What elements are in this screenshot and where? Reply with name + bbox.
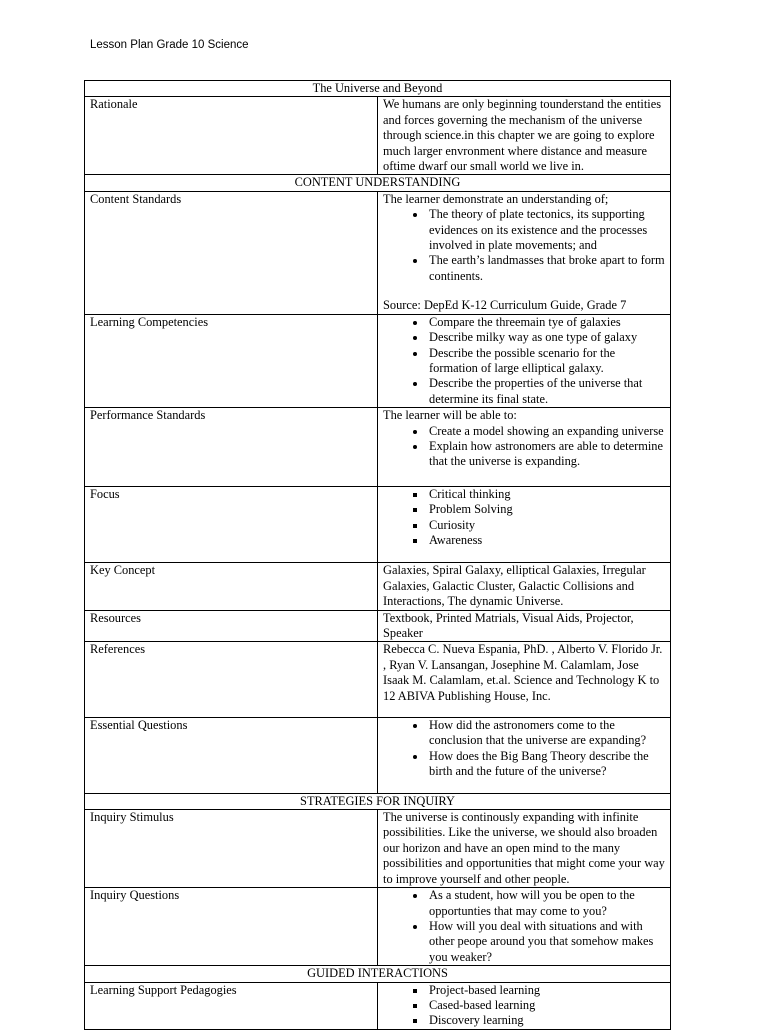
list-item: • The earth’s landmasses that broke apart to form continents. (427, 253, 665, 284)
performance-standards-label: Performance Standards (85, 408, 378, 487)
list-item: ▪ Critical thinking (427, 487, 665, 502)
list-item: • How did the astronomers come to the conclusion that the universe are expanding? (427, 718, 665, 749)
learning-competencies-row (85, 314, 671, 407)
content-standards-intro: The learner demonstrate an understanding of; (383, 191, 609, 206)
references-text: Rebecca C. Nueva Espania, PhD. , Alberto V. Florido Jr. , Ryan V. Lansangan, Josephine M. Calamlam, Jose Isaak M. Calamlam, et.al. Science and Technology K to 12 ABIVA Publishing House, Inc. (378, 642, 671, 718)
list-item: ▪ Project-based learning (427, 983, 665, 998)
list-item: • As a student, how will you be open to the opportunties that may come to you? (427, 888, 665, 919)
inquiry-questions-row (85, 888, 671, 966)
resources-row (85, 610, 671, 642)
lesson-title: The Universe and Beyond (85, 81, 671, 97)
resources-label: Resources (85, 610, 378, 642)
learning-support-cell (378, 982, 671, 1029)
inquiry-stimulus-text: The universe is continously expanding with infinite possibilities. Like the universe, we should also broaden our horizon and have an open mind to the many possibilities and opportunities that might come your way to improve yourself and other people. (378, 810, 671, 888)
title-row (85, 81, 671, 97)
list-item: ▪ Cased-based learning (427, 998, 665, 1013)
learning-competencies-cell (378, 314, 671, 407)
focus-label: Focus (85, 486, 378, 563)
key-concept-label: Key Concept (85, 563, 378, 610)
performance-standards-cell (378, 408, 671, 487)
list-item: ▪ Discovery learning (427, 1013, 665, 1028)
list-item: • How does the Big Bang Theory describe the birth and the future of the universe? (427, 749, 665, 780)
content-standards-source: Source: DepEd K-12 Curriculum Guide, Grade 7 (383, 298, 627, 313)
rationale-text: We humans are only beginning tounderstand the entities and forces governing the mechanism of the universe through science.in this chapter we are going to explore much larger envronment where distance and measure oftime dwarf our small world we live in. (378, 97, 671, 175)
references-row (85, 642, 671, 718)
content-standards-list (383, 207, 665, 284)
focus-cell (378, 486, 671, 563)
performance-standards-row (85, 408, 671, 487)
list-item: • Compare the threemain tye of galaxies (427, 315, 665, 330)
content-standards-row (85, 191, 671, 314)
key-concept-text: Galaxies, Spiral Galaxy, elliptical Galaxies, Irregular Galaxies, Galactic Cluster, Galactic Collisions and Interactions, The dynamic Universe. (378, 563, 671, 610)
key-concept-row (85, 563, 671, 610)
list-item: • Create a model showing an expanding universe (427, 424, 665, 439)
content-standards-label: Content Standards (85, 191, 378, 314)
list-item: ▪ Curiosity (427, 518, 665, 533)
essential-questions-label: Essential Questions (85, 718, 378, 794)
resources-text: Textbook, Printed Matrials, Visual Aids, Projector, Speaker (378, 610, 671, 642)
section-inquiry-row (85, 793, 671, 809)
focus-row (85, 486, 671, 563)
references-label: References (85, 642, 378, 718)
essential-questions-row (85, 718, 671, 794)
rationale-row (85, 97, 671, 175)
section-strategies-for-inquiry: STRATEGIES FOR INQUIRY (85, 793, 671, 809)
focus-list (383, 487, 665, 549)
list-item: • Describe the possible scenario for the formation of large elliptical galaxy. (427, 346, 665, 377)
list-item: • Describe the properties of the universe that determine its final state. (427, 376, 665, 407)
section-guided-interactions: GUIDED INTERACTIONS (85, 966, 671, 982)
section-guided-row (85, 966, 671, 982)
section-content-understanding: CONTENT UNDERSTANDING (85, 175, 671, 191)
page-header: Lesson Plan Grade 10 Science (90, 39, 249, 51)
learning-support-label: Learning Support Pedagogies (85, 982, 378, 1029)
essential-questions-list (383, 718, 665, 780)
inquiry-questions-list (383, 888, 665, 965)
list-item: ▪ Problem Solving (427, 502, 665, 517)
list-item: • Describe milky way as one type of galaxy (427, 330, 665, 345)
section-content-row (85, 175, 671, 191)
performance-standards-intro: The learner will be able to: (383, 408, 517, 423)
inquiry-questions-label: Inquiry Questions (85, 888, 378, 966)
performance-standards-list (383, 424, 665, 470)
inquiry-questions-cell (378, 888, 671, 966)
learning-competencies-label: Learning Competencies (85, 314, 378, 407)
learning-support-row (85, 982, 671, 1029)
essential-questions-cell (378, 718, 671, 794)
content-standards-cell (378, 191, 671, 314)
list-item: ▪ Awareness (427, 533, 665, 548)
learning-competencies-list (383, 315, 665, 407)
rationale-label: Rationale (85, 97, 378, 175)
inquiry-stimulus-label: Inquiry Stimulus (85, 810, 378, 888)
lesson-plan-table (84, 80, 671, 1030)
list-item: • How will you deal with situations and with other peope around you that somehow makes you weaker? (427, 919, 665, 965)
list-item: • The theory of plate tectonics, its supporting evidences on its existence and the processes involved in plate movements; and (427, 207, 665, 253)
learning-support-list (383, 983, 665, 1029)
list-item: • Explain how astronomers are able to determine that the universe is expanding. (427, 439, 665, 470)
inquiry-stimulus-row (85, 810, 671, 888)
